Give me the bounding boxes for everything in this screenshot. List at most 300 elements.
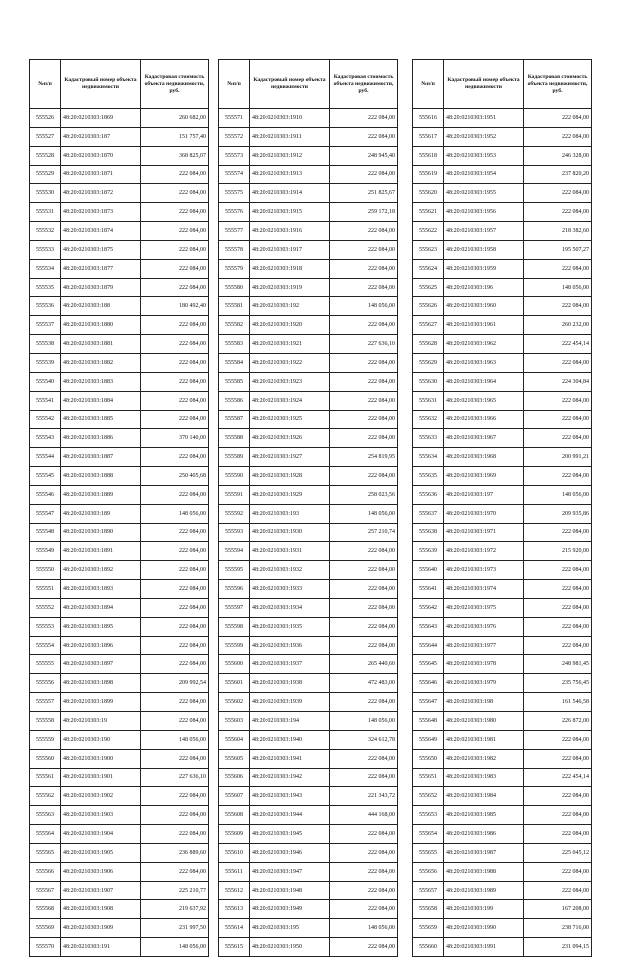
cadastral-number: 48:20:0210303:1913 <box>250 165 330 184</box>
table-row <box>413 749 592 768</box>
cadastral-cost: 222 084,00 <box>330 561 398 580</box>
cadastral-number: 48:20:0210303:1940 <box>250 730 330 749</box>
cadastral-cost: 222 084,00 <box>330 222 398 241</box>
table-row <box>219 316 398 335</box>
cadastral-number: 48:20:0210303:188 <box>61 297 141 316</box>
cadastral-number: 48:20:0210303:1879 <box>61 278 141 297</box>
cadastral-number: 48:20:0210303:1905 <box>61 843 141 862</box>
row-number: 555607 <box>219 787 250 806</box>
table-row <box>30 580 209 599</box>
table-row <box>30 335 209 354</box>
cadastral-cost: 224 304,84 <box>524 372 592 391</box>
table-row <box>219 674 398 693</box>
cadastral-number: 48:20:0210303:1890 <box>61 523 141 542</box>
cadastral-number: 48:20:0210303:1935 <box>250 617 330 636</box>
register-table <box>218 59 398 957</box>
table-row <box>413 335 592 354</box>
cadastral-cost: 222 084,00 <box>141 240 209 259</box>
row-number: 555649 <box>413 730 444 749</box>
row-number: 555542 <box>30 410 61 429</box>
cadastral-number: 48:20:0210303:1939 <box>250 693 330 712</box>
cadastral-number: 48:20:0210303:1960 <box>444 297 524 316</box>
cadastral-cost: 222 084,00 <box>524 297 592 316</box>
table-row <box>30 222 209 241</box>
table-row <box>219 730 398 749</box>
row-number: 555538 <box>30 335 61 354</box>
cadastral-cost: 222 084,00 <box>141 316 209 335</box>
cadastral-cost: 222 084,00 <box>330 580 398 599</box>
table-row <box>30 919 209 938</box>
row-number: 555647 <box>413 693 444 712</box>
cadastral-cost: 222 084,00 <box>330 636 398 655</box>
row-number: 555600 <box>219 655 250 674</box>
row-number: 555588 <box>219 429 250 448</box>
table-row <box>413 825 592 844</box>
cadastral-cost: 222 084,00 <box>524 561 592 580</box>
cadastral-number: 48:20:0210303:1871 <box>61 165 141 184</box>
cadastral-number: 48:20:0210303:1971 <box>444 523 524 542</box>
cadastral-number: 48:20:0210303:1974 <box>444 580 524 599</box>
table-row <box>219 146 398 165</box>
row-number: 555540 <box>30 372 61 391</box>
table-row <box>413 467 592 486</box>
row-number: 555536 <box>30 297 61 316</box>
cadastral-cost: 222 084,00 <box>524 467 592 486</box>
cadastral-number: 48:20:0210303:1916 <box>250 222 330 241</box>
cadastral-number: 48:20:0210303:1965 <box>444 391 524 410</box>
table-row <box>219 127 398 146</box>
cadastral-number: 48:20:0210303:1874 <box>61 222 141 241</box>
row-number: 555613 <box>219 900 250 919</box>
cadastral-cost: 248 981,45 <box>524 655 592 674</box>
cadastral-cost: 222 084,00 <box>524 749 592 768</box>
table-row <box>30 825 209 844</box>
row-number: 555631 <box>413 391 444 410</box>
table-row <box>30 693 209 712</box>
table-row <box>219 448 398 467</box>
table-row <box>413 297 592 316</box>
cadastral-number: 48:20:0210303:1927 <box>250 448 330 467</box>
table-row <box>30 674 209 693</box>
header-num: №п/п <box>30 60 61 109</box>
row-number: 555552 <box>30 598 61 617</box>
cadastral-cost: 222 084,00 <box>330 467 398 486</box>
table-row <box>30 730 209 749</box>
cadastral-cost: 222 084,00 <box>524 881 592 900</box>
table-row <box>219 109 398 128</box>
row-number: 555627 <box>413 316 444 335</box>
cadastral-cost: 222 084,00 <box>524 636 592 655</box>
row-number: 555630 <box>413 372 444 391</box>
table-row <box>30 900 209 919</box>
cadastral-number: 48:20:0210303:1897 <box>61 655 141 674</box>
row-number: 555638 <box>413 523 444 542</box>
row-number: 555545 <box>30 467 61 486</box>
row-number: 555573 <box>219 146 250 165</box>
row-number: 555537 <box>30 316 61 335</box>
row-number: 555558 <box>30 712 61 731</box>
cadastral-cost: 222 084,00 <box>330 881 398 900</box>
cadastral-cost: 250 405,68 <box>141 467 209 486</box>
row-number: 555535 <box>30 278 61 297</box>
row-number: 555621 <box>413 203 444 222</box>
table-row <box>219 410 398 429</box>
row-number: 555633 <box>413 429 444 448</box>
cadastral-cost: 209 935,86 <box>524 504 592 523</box>
table-row <box>30 146 209 165</box>
cadastral-cost: 222 084,00 <box>141 448 209 467</box>
cadastral-cost: 222 084,00 <box>330 278 398 297</box>
cadastral-number: 48:20:0210303:1981 <box>444 730 524 749</box>
table-row <box>30 448 209 467</box>
cadastral-cost: 235 756,45 <box>524 674 592 693</box>
cadastral-cost: 260 682,00 <box>141 109 209 128</box>
row-number: 555650 <box>413 749 444 768</box>
cadastral-cost: 148 056,00 <box>141 730 209 749</box>
row-number: 555599 <box>219 636 250 655</box>
table-row <box>413 259 592 278</box>
table-row <box>219 862 398 881</box>
table-row <box>219 504 398 523</box>
cadastral-number: 48:20:0210303:1969 <box>444 467 524 486</box>
row-number: 555623 <box>413 240 444 259</box>
cadastral-cost: 200 991,21 <box>524 448 592 467</box>
table-row <box>219 165 398 184</box>
cadastral-number: 48:20:0210303:197 <box>444 485 524 504</box>
cadastral-number: 48:20:0210303:1986 <box>444 825 524 844</box>
table-row <box>413 127 592 146</box>
table-row <box>413 598 592 617</box>
cadastral-cost: 222 084,00 <box>330 316 398 335</box>
table-row <box>413 109 592 128</box>
row-number: 555601 <box>219 674 250 693</box>
cadastral-number: 48:20:0210303:1988 <box>444 862 524 881</box>
cadastral-number: 48:20:0210303:1914 <box>250 184 330 203</box>
row-number: 555626 <box>413 297 444 316</box>
cadastral-cost: 248 945,40 <box>330 146 398 165</box>
cadastral-number: 48:20:0210303:1937 <box>250 655 330 674</box>
cadastral-cost: 222 084,00 <box>330 127 398 146</box>
table-row <box>30 429 209 448</box>
table-row <box>30 278 209 297</box>
cadastral-cost: 222 084,00 <box>524 825 592 844</box>
table-row <box>219 372 398 391</box>
row-number: 555563 <box>30 806 61 825</box>
cadastral-cost: 222 084,00 <box>524 580 592 599</box>
cadastral-cost: 222 084,00 <box>330 109 398 128</box>
cadastral-number: 48:20:0210303:1958 <box>444 240 524 259</box>
cadastral-cost: 237 820,20 <box>524 165 592 184</box>
table-row <box>30 391 209 410</box>
header-cadastral-number: Кадастровый номер объекта недвижимости <box>250 60 330 109</box>
table-row <box>413 862 592 881</box>
cadastral-number: 48:20:0210303:193 <box>250 504 330 523</box>
cadastral-number: 48:20:0210303:1954 <box>444 165 524 184</box>
cadastral-cost: 259 172,18 <box>330 203 398 222</box>
header-cadastral-number: Кадастровый номер объекта недвижимости <box>444 60 524 109</box>
cadastral-cost: 258 023,56 <box>330 485 398 504</box>
cadastral-cost: 222 084,00 <box>141 523 209 542</box>
cadastral-number: 48:20:0210303:1949 <box>250 900 330 919</box>
cadastral-cost: 222 084,00 <box>524 184 592 203</box>
table-row <box>30 806 209 825</box>
row-number: 555637 <box>413 504 444 523</box>
table-row <box>219 843 398 862</box>
register-table <box>412 59 592 957</box>
cadastral-number: 48:20:0210303:1943 <box>250 787 330 806</box>
table-row <box>413 881 592 900</box>
cadastral-number: 48:20:0210303:1956 <box>444 203 524 222</box>
cadastral-number: 48:20:0210303:1918 <box>250 259 330 278</box>
row-number: 555528 <box>30 146 61 165</box>
table-row <box>219 184 398 203</box>
cadastral-number: 48:20:0210303:1889 <box>61 485 141 504</box>
row-number: 555527 <box>30 127 61 146</box>
row-number: 555594 <box>219 542 250 561</box>
table-row <box>30 787 209 806</box>
table-row <box>219 900 398 919</box>
table-row <box>30 316 209 335</box>
cadastral-number: 48:20:0210303:1947 <box>250 862 330 881</box>
cadastral-number: 48:20:0210303:1950 <box>250 938 330 957</box>
cadastral-number: 48:20:0210303:1906 <box>61 862 141 881</box>
table-row <box>30 938 209 957</box>
row-number: 555531 <box>30 203 61 222</box>
row-number: 555576 <box>219 203 250 222</box>
row-number: 555590 <box>219 467 250 486</box>
table-row <box>30 372 209 391</box>
table-row <box>30 165 209 184</box>
cadastral-cost: 222 084,00 <box>524 429 592 448</box>
table-row <box>219 297 398 316</box>
cadastral-cost: 222 084,00 <box>141 391 209 410</box>
row-number: 555622 <box>413 222 444 241</box>
cadastral-number: 48:20:0210303:1912 <box>250 146 330 165</box>
table-row <box>413 843 592 862</box>
cadastral-cost: 222 084,00 <box>141 617 209 636</box>
row-number: 555593 <box>219 523 250 542</box>
cadastral-number: 48:20:0210303:1888 <box>61 467 141 486</box>
table-row <box>413 900 592 919</box>
cadastral-number: 48:20:0210303:1941 <box>250 749 330 768</box>
row-number: 555555 <box>30 655 61 674</box>
table-row <box>30 523 209 542</box>
row-number: 555554 <box>30 636 61 655</box>
header-cadastral-number: Кадастровый номер объекта недвижимости <box>61 60 141 109</box>
table-row <box>413 391 592 410</box>
table-row <box>413 278 592 297</box>
table-row <box>219 712 398 731</box>
table-row <box>219 353 398 372</box>
cadastral-number: 48:20:0210303:1933 <box>250 580 330 599</box>
row-number: 555561 <box>30 768 61 787</box>
cadastral-cost: 225 210,77 <box>141 881 209 900</box>
row-number: 555568 <box>30 900 61 919</box>
cadastral-cost: 222 084,00 <box>330 240 398 259</box>
row-number: 555560 <box>30 749 61 768</box>
row-number: 555655 <box>413 843 444 862</box>
table-row <box>219 259 398 278</box>
cadastral-cost: 222 084,00 <box>141 749 209 768</box>
cadastral-number: 48:20:0210303:1961 <box>444 316 524 335</box>
table-row <box>219 825 398 844</box>
table-row <box>219 655 398 674</box>
table-row <box>413 240 592 259</box>
row-number: 555639 <box>413 542 444 561</box>
row-number: 555656 <box>413 862 444 881</box>
row-number: 555602 <box>219 693 250 712</box>
cadastral-number: 48:20:0210303:1982 <box>444 749 524 768</box>
row-number: 555582 <box>219 316 250 335</box>
register-table <box>29 59 209 957</box>
table-row <box>219 429 398 448</box>
cadastral-number: 48:20:0210303:1957 <box>444 222 524 241</box>
table-row <box>219 636 398 655</box>
table-row <box>413 429 592 448</box>
cadastral-number: 48:20:0210303:1885 <box>61 410 141 429</box>
cadastral-number: 48:20:0210303:191 <box>61 938 141 957</box>
row-number: 555620 <box>413 184 444 203</box>
cadastral-cost: 222 084,00 <box>141 862 209 881</box>
cadastral-number: 48:20:0210303:1924 <box>250 391 330 410</box>
row-number: 555640 <box>413 561 444 580</box>
cadastral-cost: 148 056,00 <box>330 712 398 731</box>
cadastral-number: 48:20:0210303:1902 <box>61 787 141 806</box>
cadastral-cost: 222 084,00 <box>330 165 398 184</box>
cadastral-number: 48:20:0210303:1870 <box>61 146 141 165</box>
table-row <box>219 335 398 354</box>
cadastral-number: 48:20:0210303:1920 <box>250 316 330 335</box>
cadastral-cost: 444 168,00 <box>330 806 398 825</box>
cadastral-number: 48:20:0210303:19 <box>61 712 141 731</box>
cadastral-number: 48:20:0210303:1925 <box>250 410 330 429</box>
row-number: 555585 <box>219 372 250 391</box>
table-header-row <box>219 60 398 109</box>
row-number: 555614 <box>219 919 250 938</box>
row-number: 555543 <box>30 429 61 448</box>
cadastral-cost: 222 084,00 <box>141 806 209 825</box>
table-row <box>413 165 592 184</box>
cadastral-number: 48:20:0210303:1872 <box>61 184 141 203</box>
cadastral-number: 48:20:0210303:1930 <box>250 523 330 542</box>
cadastral-number: 48:20:0210303:1895 <box>61 617 141 636</box>
table-row <box>413 504 592 523</box>
cadastral-cost: 218 382,60 <box>524 222 592 241</box>
cadastral-cost: 370 140,00 <box>141 429 209 448</box>
table-row <box>219 598 398 617</box>
cadastral-number: 48:20:0210303:1917 <box>250 240 330 259</box>
cadastral-number: 48:20:0210303:1987 <box>444 843 524 862</box>
table-row <box>30 655 209 674</box>
row-number: 555605 <box>219 749 250 768</box>
table-row <box>413 674 592 693</box>
row-number: 555556 <box>30 674 61 693</box>
row-number: 555617 <box>413 127 444 146</box>
cadastral-number: 48:20:0210303:1904 <box>61 825 141 844</box>
row-number: 555592 <box>219 504 250 523</box>
table-row <box>219 203 398 222</box>
cadastral-cost: 222 084,00 <box>524 109 592 128</box>
row-number: 555551 <box>30 580 61 599</box>
table-row <box>219 391 398 410</box>
cadastral-number: 48:20:0210303:1978 <box>444 655 524 674</box>
table-row <box>30 259 209 278</box>
cadastral-cost: 221 343,72 <box>330 787 398 806</box>
cadastral-cost: 222 084,00 <box>141 203 209 222</box>
table-row <box>413 222 592 241</box>
cadastral-number: 48:20:0210303:1966 <box>444 410 524 429</box>
row-number: 555569 <box>30 919 61 938</box>
cadastral-number: 48:20:0210303:1970 <box>444 504 524 523</box>
cadastral-number: 48:20:0210303:1942 <box>250 768 330 787</box>
table-row <box>413 410 592 429</box>
row-number: 555643 <box>413 617 444 636</box>
row-number: 555562 <box>30 787 61 806</box>
table-row <box>219 467 398 486</box>
cadastral-number: 48:20:0210303:1899 <box>61 693 141 712</box>
cadastral-cost: 148 056,00 <box>141 938 209 957</box>
row-number: 555653 <box>413 806 444 825</box>
cadastral-number: 48:20:0210303:1952 <box>444 127 524 146</box>
cadastral-cost: 222 084,00 <box>141 636 209 655</box>
cadastral-number: 48:20:0210303:1921 <box>250 335 330 354</box>
cadastral-cost: 222 084,00 <box>330 938 398 957</box>
cadastral-cost: 222 084,00 <box>141 712 209 731</box>
cadastral-cost: 222 084,00 <box>141 184 209 203</box>
table-row <box>413 203 592 222</box>
cadastral-number: 48:20:0210303:1873 <box>61 203 141 222</box>
table-row <box>219 881 398 900</box>
row-number: 555606 <box>219 768 250 787</box>
row-number: 555597 <box>219 598 250 617</box>
table-row <box>30 749 209 768</box>
row-number: 555608 <box>219 806 250 825</box>
table-row <box>219 485 398 504</box>
cadastral-number: 48:20:0210303:1910 <box>250 109 330 128</box>
row-number: 555657 <box>413 881 444 900</box>
cadastral-cost: 368 825,07 <box>141 146 209 165</box>
cadastral-cost: 222 084,00 <box>141 542 209 561</box>
cadastral-cost: 222 084,00 <box>330 862 398 881</box>
table-header-row <box>413 60 592 109</box>
table-row <box>30 467 209 486</box>
cadastral-number: 48:20:0210303:1880 <box>61 316 141 335</box>
table-row <box>219 617 398 636</box>
table-row <box>30 768 209 787</box>
table-row <box>219 768 398 787</box>
table-row <box>219 523 398 542</box>
table-row <box>219 580 398 599</box>
cadastral-number: 48:20:0210303:1919 <box>250 278 330 297</box>
cadastral-cost: 222 084,00 <box>330 598 398 617</box>
cadastral-cost: 226 872,00 <box>524 712 592 731</box>
table-row <box>30 297 209 316</box>
table-row <box>30 843 209 862</box>
cadastral-number: 48:20:0210303:194 <box>250 712 330 731</box>
cadastral-number: 48:20:0210303:1962 <box>444 335 524 354</box>
cadastral-cost: 151 757,40 <box>141 127 209 146</box>
row-number: 555654 <box>413 825 444 844</box>
row-number: 555596 <box>219 580 250 599</box>
cadastral-number: 48:20:0210303:192 <box>250 297 330 316</box>
cadastral-cost: 148 056,00 <box>524 485 592 504</box>
cadastral-number: 48:20:0210303:1953 <box>444 146 524 165</box>
row-number: 555583 <box>219 335 250 354</box>
row-number: 555589 <box>219 448 250 467</box>
table-row <box>219 542 398 561</box>
cadastral-number: 48:20:0210303:1991 <box>444 938 524 957</box>
cadastral-cost: 251 825,67 <box>330 184 398 203</box>
